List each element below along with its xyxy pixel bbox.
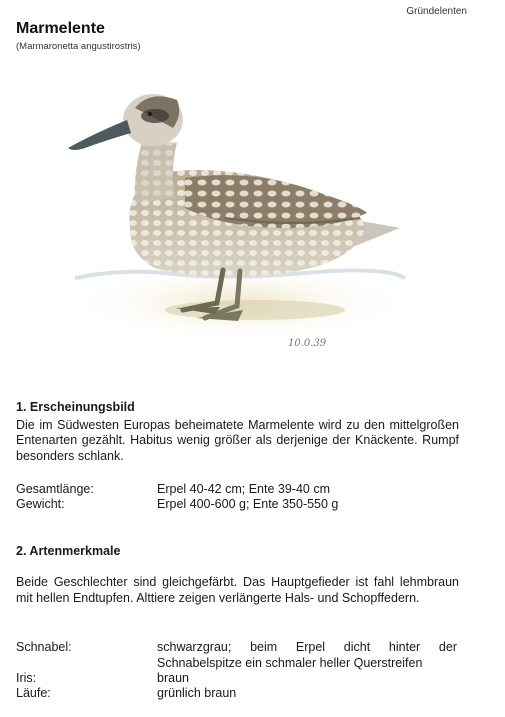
scientific-name: (Marmaronetta angustirostris): [16, 41, 141, 52]
feature-value: braun: [157, 671, 189, 685]
measurement-label: Gesamtlänge:: [16, 482, 94, 496]
measurement-value: Erpel 400-600 g; Ente 350-550 g: [157, 497, 339, 511]
section-heading: 1. Erscheinungsbild: [16, 400, 135, 414]
category-label: Gründelenten: [406, 6, 467, 17]
artist-signature: 10.0.39: [288, 338, 327, 349]
feature-value: grünlich braun: [157, 686, 237, 700]
feature-label: Schnabel:: [16, 640, 72, 654]
section-text: Die im Südwesten Europas beheimatete Marmelente wird zu den mittelgroßen Entenarten gezählt. Habitus wenig größer als derjenige der Knäckente. Rumpf besonders schlank.: [16, 417, 459, 463]
section-species-features: [16, 544, 459, 562]
feature-label: Iris:: [16, 671, 37, 685]
feature-label: Läufe:: [16, 686, 51, 700]
section-species-text: [16, 575, 459, 606]
section-heading: 2. Artenmerkmale: [16, 544, 121, 558]
feature-value: schwarzgrau; beim Erpel dicht hinter der Schnabelspitze ein schmaler heller Querstreifen: [157, 640, 457, 670]
measurement-value: Erpel 40-42 cm; Ente 39-40 cm: [157, 482, 330, 496]
section-appearance: [16, 400, 459, 464]
section-text: Beide Geschlechter sind gleichgefärbt. Das Hauptgefieder ist fahl lehmbraun mit hellen Endtupfen. Alttiere zeigen verlängerte Hals- und Schopffedern.: [16, 575, 459, 605]
duck-illustration: [55, 78, 415, 358]
measurement-label: Gewicht:: [16, 497, 65, 511]
page-title: Marmelente: [16, 20, 105, 37]
